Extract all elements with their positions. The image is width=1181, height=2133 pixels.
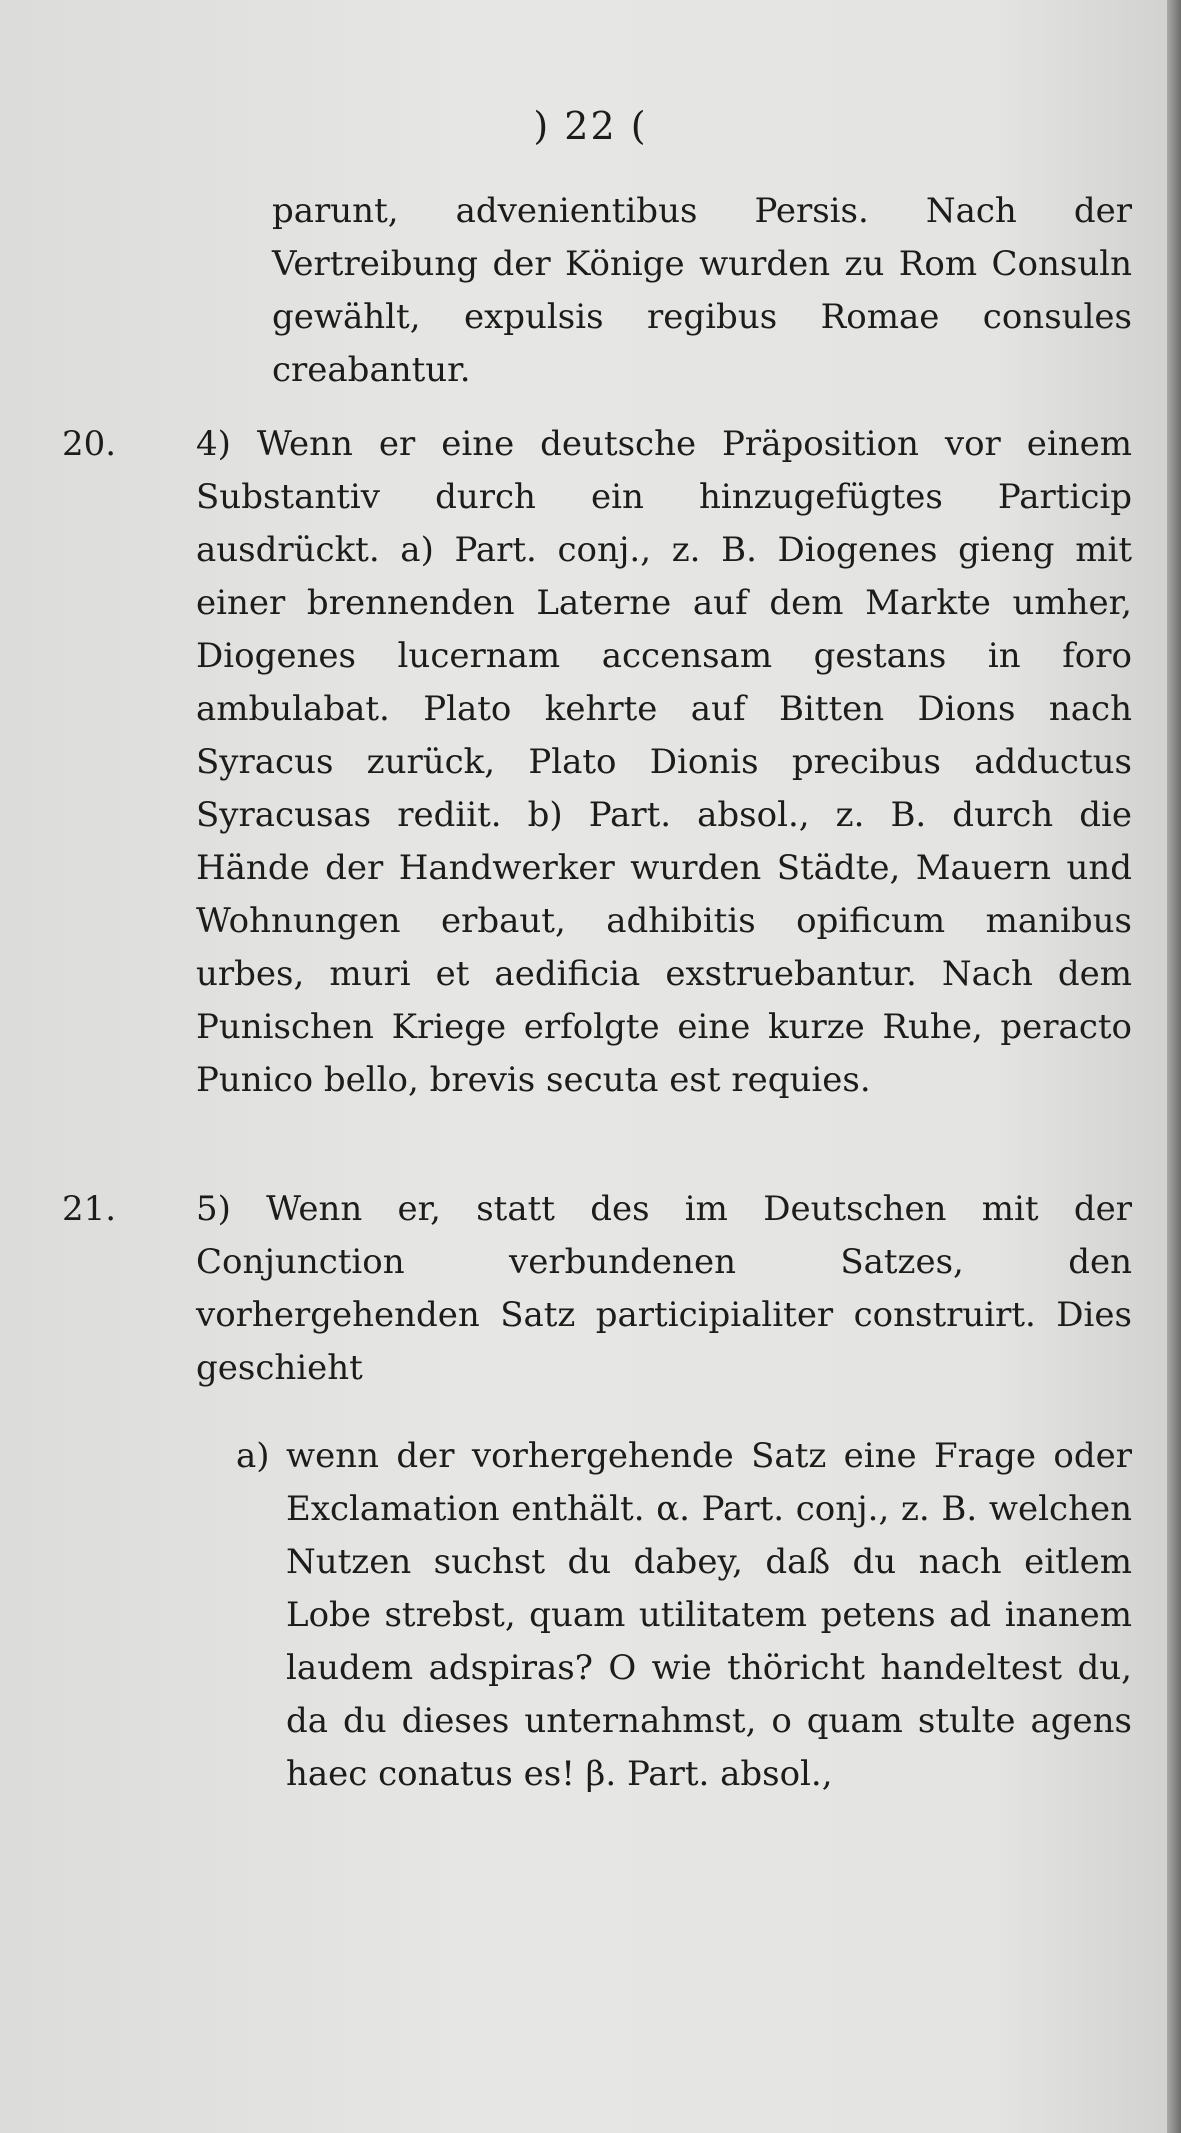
section-number-21: 21. <box>62 1189 117 1229</box>
section-20-text: 4) Wenn er eine deutsche Präposition vor einem Substantiv durch ein hinzugefügtes Particip ausdrückt. a) Part. conj., z. B. Diogenes gieng mit einer brennenden Laterne auf dem Markte umher, Diogenes lucernam accensam gestans in foro ambulabat. Plato kehrte auf Bitten Dions nach Syracus zurück, Plato Dionis precibus adductus Syracusas rediit. b) Part. absol., z. B. durch die Hände der Handwerker wurden Städte, Mauern und Wohnungen erbaut, adhibitis opificum manibus urbes, muri et aedificia exstruebantur. Nach dem Punischen Kriege erfolgte eine kurze Ruhe, peracto Punico bello, brevis secuta est requies. <box>196 424 1132 1100</box>
subsection-a-label: a) <box>236 1436 270 1476</box>
subsection-a <box>236 1430 1132 1801</box>
page-number: ) 22 ( <box>533 104 648 148</box>
intro-paragraph: parunt, advenientibus Persis. Nach der Vertreibung der Könige wurden zu Rom Consuln gewählt, expulsis regibus Romae consules creabantur. <box>272 191 1132 390</box>
subsection-a-text: wenn der vorhergehende Satz eine Frage oder Exclamation enthält. α. Part. conj., z. B. welchen Nutzen suchst du dabey, daß du nach eitlem Lobe strebst, quam utilitatem petens ad inanem laudem adspiras? O wie thöricht handeltest du, da du dieses unternahmst, o quam stulte agens haec conatus es! β. Part. absol., <box>286 1436 1132 1794</box>
section-number-20: 20. <box>62 424 117 464</box>
page-edge <box>1167 0 1181 2133</box>
section-21-text: 5) Wenn er, statt des im Deutschen mit der Conjunction verbundenen Satzes, den vorhergehenden Satz participialiter construirt. Dies geschieht <box>196 1189 1132 1388</box>
